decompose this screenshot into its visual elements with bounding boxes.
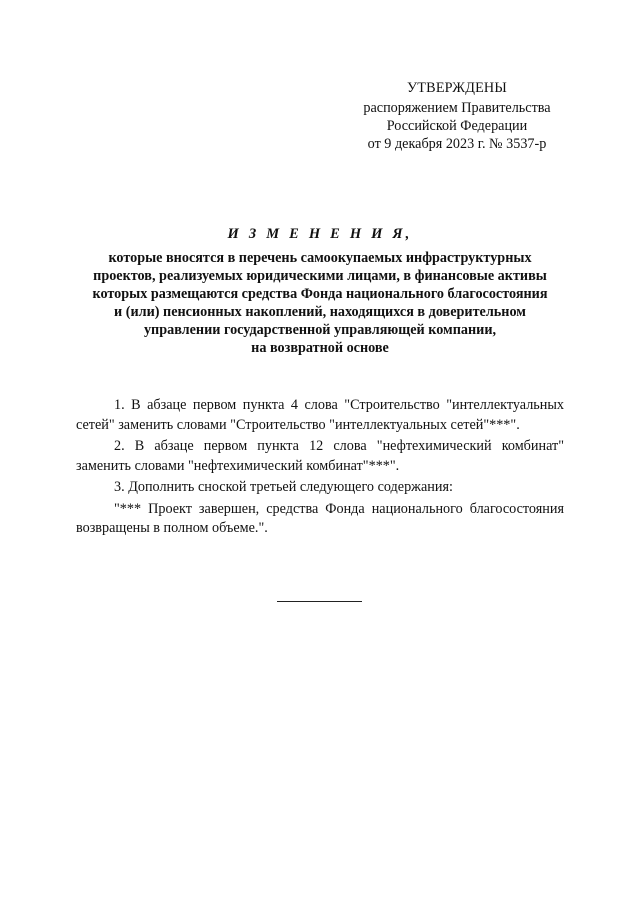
document-title: И З М Е Н Е Н И Я, [227,226,413,242]
paragraph-4: "*** Проект завершен, средства Фонда национального благосостояния возвращены в полном объеме.". [76,500,564,536]
approval-line-3: от 9 декабря 2023 г. № 3537-р [367,136,547,152]
paragraph-2: 2. В абзаце первом пункта 12 слова "нефтехимический комбинат" заменить словами "нефтехимический комбинат"***". [76,438,564,474]
approval-line-2: Российской Федерации [386,118,528,134]
paragraph-1: 1. В абзаце первом пункта 4 слова "Строительство "интеллектуальных сетей" заменить словами "Строительство "интеллектуальных сетей"***". [76,397,564,433]
subtitle-line: которые вносятся в перечень самоокупаемых инфраструктурных [108,250,532,266]
subtitle-line: которых размещаются средства Фонда национального благосостояния [92,286,548,302]
subtitle-line: управлении государственной управляющей компании, [143,322,497,338]
subtitle-line: на возвратной основе [251,340,389,356]
document-subtitle [66,249,574,357]
end-divider [277,601,362,602]
paragraph-3: 3. Дополнить сноской третьей следующего содержания: [114,479,453,495]
approval-heading: УТВЕРЖДЕНЫ [407,80,507,96]
approval-block [352,79,562,153]
approval-line-1: распоряжением Правительства [363,100,551,116]
subtitle-line: и (или) пенсионных накоплений, находящихся в доверительном [114,304,526,320]
document-body [76,396,564,541]
subtitle-line: проектов, реализуемых юридическими лицами, в финансовые активы [93,268,547,284]
